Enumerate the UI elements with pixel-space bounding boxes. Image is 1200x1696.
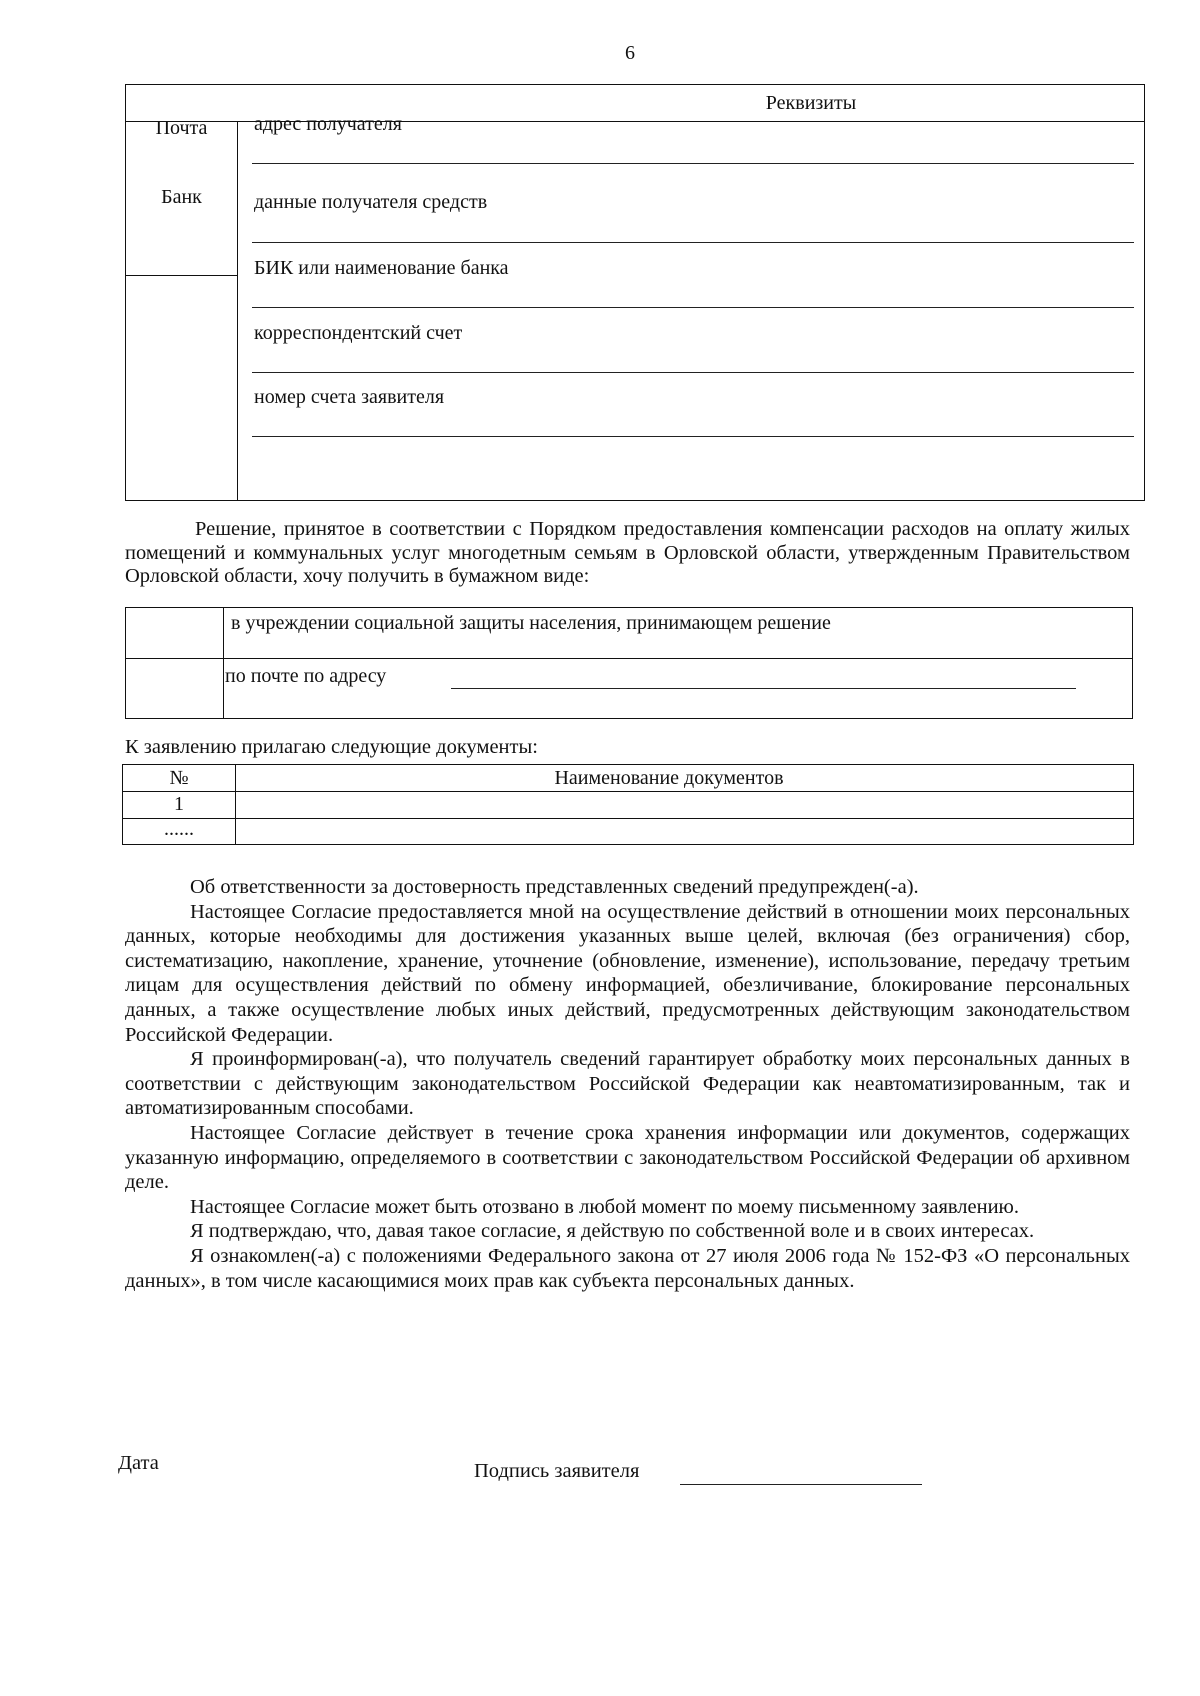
consent-paragraph: Настоящее Согласие может быть отозвано в любой момент по моему письменному заявлению.: [190, 1195, 1019, 1218]
consent-paragraph: Я ознакомлен(-а) с положениями Федерального закона от 27 июля 2006 года № 152-ФЗ «О персональных данных», в том числе касающимися моих прав как субъекта персональных данных.: [125, 1244, 1130, 1292]
delivery-option-mail: по почте по адресу: [225, 665, 387, 687]
bank-field-applicant-account-line[interactable]: [252, 436, 1134, 437]
bank-field-corr-account-line[interactable]: [252, 372, 1134, 373]
consent-paragraph: Об ответственности за достоверность представленных сведений предупрежден(-а).: [190, 876, 919, 898]
bank-field-bik-line[interactable]: [252, 307, 1134, 308]
table-divider: [126, 658, 1132, 659]
page-number: 6: [625, 42, 635, 64]
column-header-number: №: [169, 767, 189, 789]
signature-label: Подпись заявителя: [474, 1460, 640, 1482]
bank-field-recipient-line[interactable]: [252, 242, 1134, 243]
bank-label: Банк: [161, 186, 202, 208]
table-divider: [223, 608, 224, 718]
delivery-options-table: [125, 607, 1133, 719]
table-divider: [126, 275, 237, 276]
bank-field-applicant-account-label: номер счета заявителя: [254, 386, 445, 408]
mail-address-line[interactable]: [451, 688, 1076, 689]
bank-field-bik-label: БИК или наименование банка: [254, 257, 509, 279]
table-divider: [123, 791, 1133, 792]
requisites-header: Реквизиты: [765, 92, 857, 114]
consent-paragraph: Настоящее Согласие действует в течение срока хранения информации или документов, содержащих указанную информацию, определяемого в соответствии с законодательством Российской Федерации об архивном деле.: [125, 1121, 1130, 1194]
signature-line[interactable]: [680, 1484, 922, 1485]
documents-intro: К заявлению прилагаю следующие документы:: [125, 736, 538, 758]
date-label: Дата: [118, 1452, 159, 1474]
decision-text: Решение, принятое в соответствии с Порядком предоставления компенсации расходов на оплату жилых помещений и коммунальных услуг многодетным семьям в Орловской области, утвержденным Правительством Орловской области, хочу получить в бумажном виде:: [125, 518, 1130, 588]
mail-label: Почта: [155, 117, 208, 139]
decision-paragraph: [125, 518, 1130, 589]
table-divider: [123, 818, 1133, 819]
table-divider: [237, 121, 238, 500]
bank-field-recipient-label: данные получателя средств: [254, 191, 488, 213]
table-row-number: 1: [174, 793, 184, 815]
consent-paragraph: Я подтверждаю, что, давая такое согласие, я действую по собственной воле и в своих интересах.: [190, 1220, 1035, 1243]
delivery-option-office: в учреждении социальной защиты населения, принимающем решение: [231, 612, 831, 634]
consent-paragraph: Настоящее Согласие предоставляется мной на осуществление действий в отношении моих персональных данных, которые необходимы для достижения указанных выше целей, включая (без ограничения) сбор, систематизацию, накопление, хранение, уточнение (обновление, изменение), использование, передачу третьим лицам для осуществления действий по обмену информацией, обезличивание, блокирование персональных данных, а также осуществление любых иных действий, предусмотренных действующим законодательством Российской Федерации.: [125, 900, 1130, 1046]
documents-table: [122, 764, 1134, 845]
consent-paragraph: Я проинформирован(-а), что получатель сведений гарантирует обработку моих персональных данных в соответствии с действующим законодательством Российской Федерации как неавтоматизированным, так и автоматизированным способами.: [125, 1048, 1130, 1120]
recipient-address-line[interactable]: [252, 163, 1134, 164]
recipient-address-label: адрес получателя: [254, 113, 402, 135]
table-row-number: ......: [164, 818, 194, 840]
requisites-table: [125, 84, 1145, 501]
consent-section: [125, 875, 1130, 1293]
bank-field-corr-account-label: корреспондентский счет: [254, 322, 463, 344]
column-header-name: Наименование документов: [554, 767, 784, 789]
